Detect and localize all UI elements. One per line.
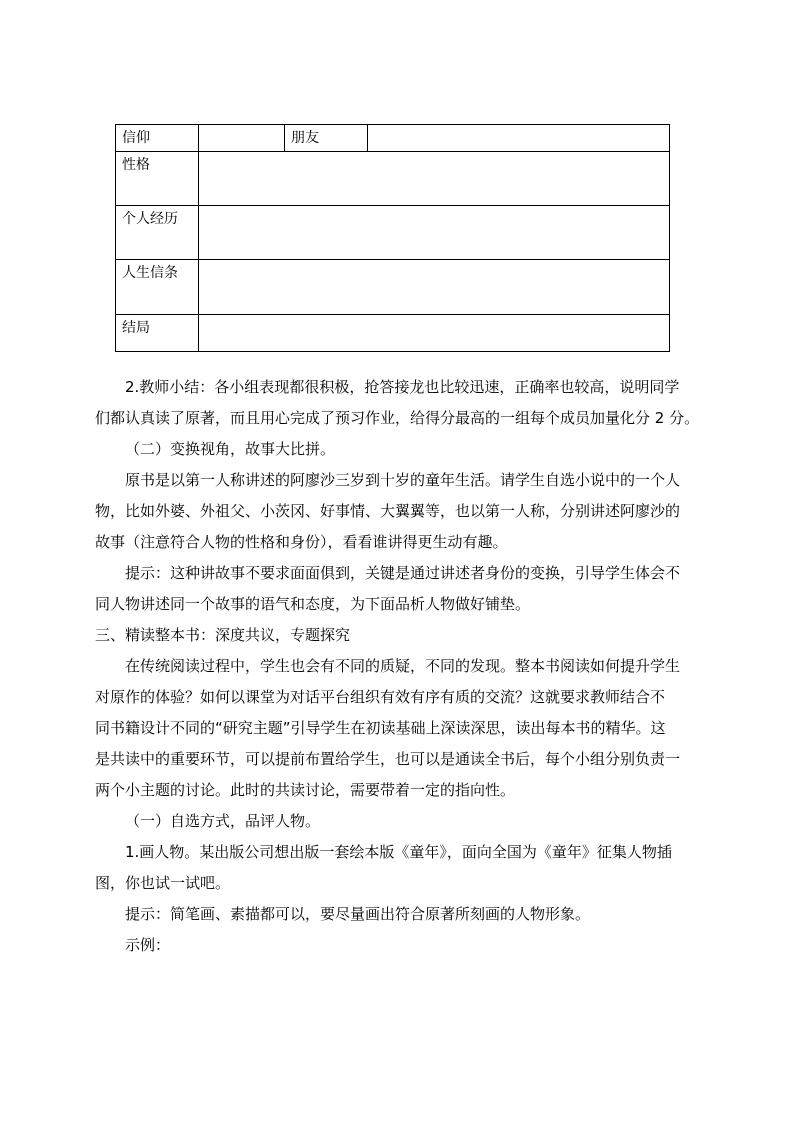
table-cell-friend: [368, 125, 670, 152]
character-info-table: [115, 124, 670, 352]
body-text: [95, 372, 705, 961]
paragraph-line: 两个小主题的讨论。此时的共读讨论，需要带着一定的指向性。: [95, 781, 516, 799]
paragraph-line: 1.画人物。某出版公司想出版一套绘本版《童年》，面向全国为《童年》征集人物插: [125, 843, 672, 861]
table-label-motto: 人生信条: [116, 260, 199, 315]
table-row: [116, 152, 670, 206]
paragraph-line: 故事（注意符合人物的性格和身份），看看谁讲得更生动有趣。: [95, 533, 508, 551]
table-label-friend: 朋友: [285, 125, 368, 152]
table-cell-personality: [199, 152, 670, 206]
table-label-belief: 信仰: [116, 125, 199, 152]
subheading: （一）自选方式，品评人物。: [125, 812, 321, 830]
table-cell-experience: [199, 206, 670, 260]
subheading: （二）变换视角，故事大比拼。: [125, 440, 336, 458]
table-label-ending: 结局: [116, 315, 199, 352]
paragraph-line: 同书籍设计不同的“研究主题”引导学生在初读基础上深读深思，读出每本书的精华。这: [95, 719, 666, 737]
paragraph-line: 在传统阅读过程中，学生也会有不同的质疑，不同的发现。整本书阅读如何提升学生: [125, 657, 681, 675]
table-label-personality: 性格: [116, 152, 199, 206]
table-row: [116, 206, 670, 260]
paragraph-line: 对原作的体验？如何以课堂为对话平台组织有效有序有质的交流？这就要求教师结合不: [95, 688, 666, 706]
table-cell-belief: [199, 125, 285, 152]
table-row: [116, 315, 670, 352]
paragraph-line: 示例：: [125, 936, 171, 954]
section-heading: 三、精读整本书：深度共议，专题探究: [95, 626, 351, 644]
paragraph-line: 是共读中的重要环节，可以提前布置给学生，也可以是通读全书后，每个小组分别负责一: [95, 750, 681, 768]
paragraph-line: 提示：这种讲故事不要求面面俱到，关键是通过讲述者身份的变换，引导学生体会不: [125, 564, 681, 582]
paragraph-line: 提示：简笔画、素描都可以，要尽量画出符合原著所刻画的人物形象。: [125, 905, 591, 923]
paragraph-line: 原书是以第一人称讲述的阿廖沙三岁到十岁的童年生活。请学生自选小说中的一个人: [125, 471, 681, 489]
paragraph-line: 图，你也试一试吧。: [95, 874, 231, 892]
paragraph-line: 同人物讲述同一个故事的语气和态度，为下面品析人物做好铺垫。: [95, 595, 531, 613]
table-label-experience: 个人经历: [116, 206, 199, 260]
table-cell-motto: [199, 260, 670, 315]
table-row: [116, 260, 670, 315]
paragraph-line: 们都认真读了原著，而且用心完成了预习作业，给得分最高的一组每个成员加量化分 2 分。: [95, 409, 700, 427]
paragraph-line: 2.教师小结：各小组表现都很积极，抢答接龙也比较迅速，正确率也较高，说明同学: [125, 378, 680, 396]
table-cell-ending: [199, 315, 670, 352]
paragraph-line: 物，比如外婆、外祖父、小茨冈、好事情、大翼翼等，也以第一人称，分别讲述阿廖沙的: [95, 502, 681, 520]
table-row: [116, 125, 670, 152]
